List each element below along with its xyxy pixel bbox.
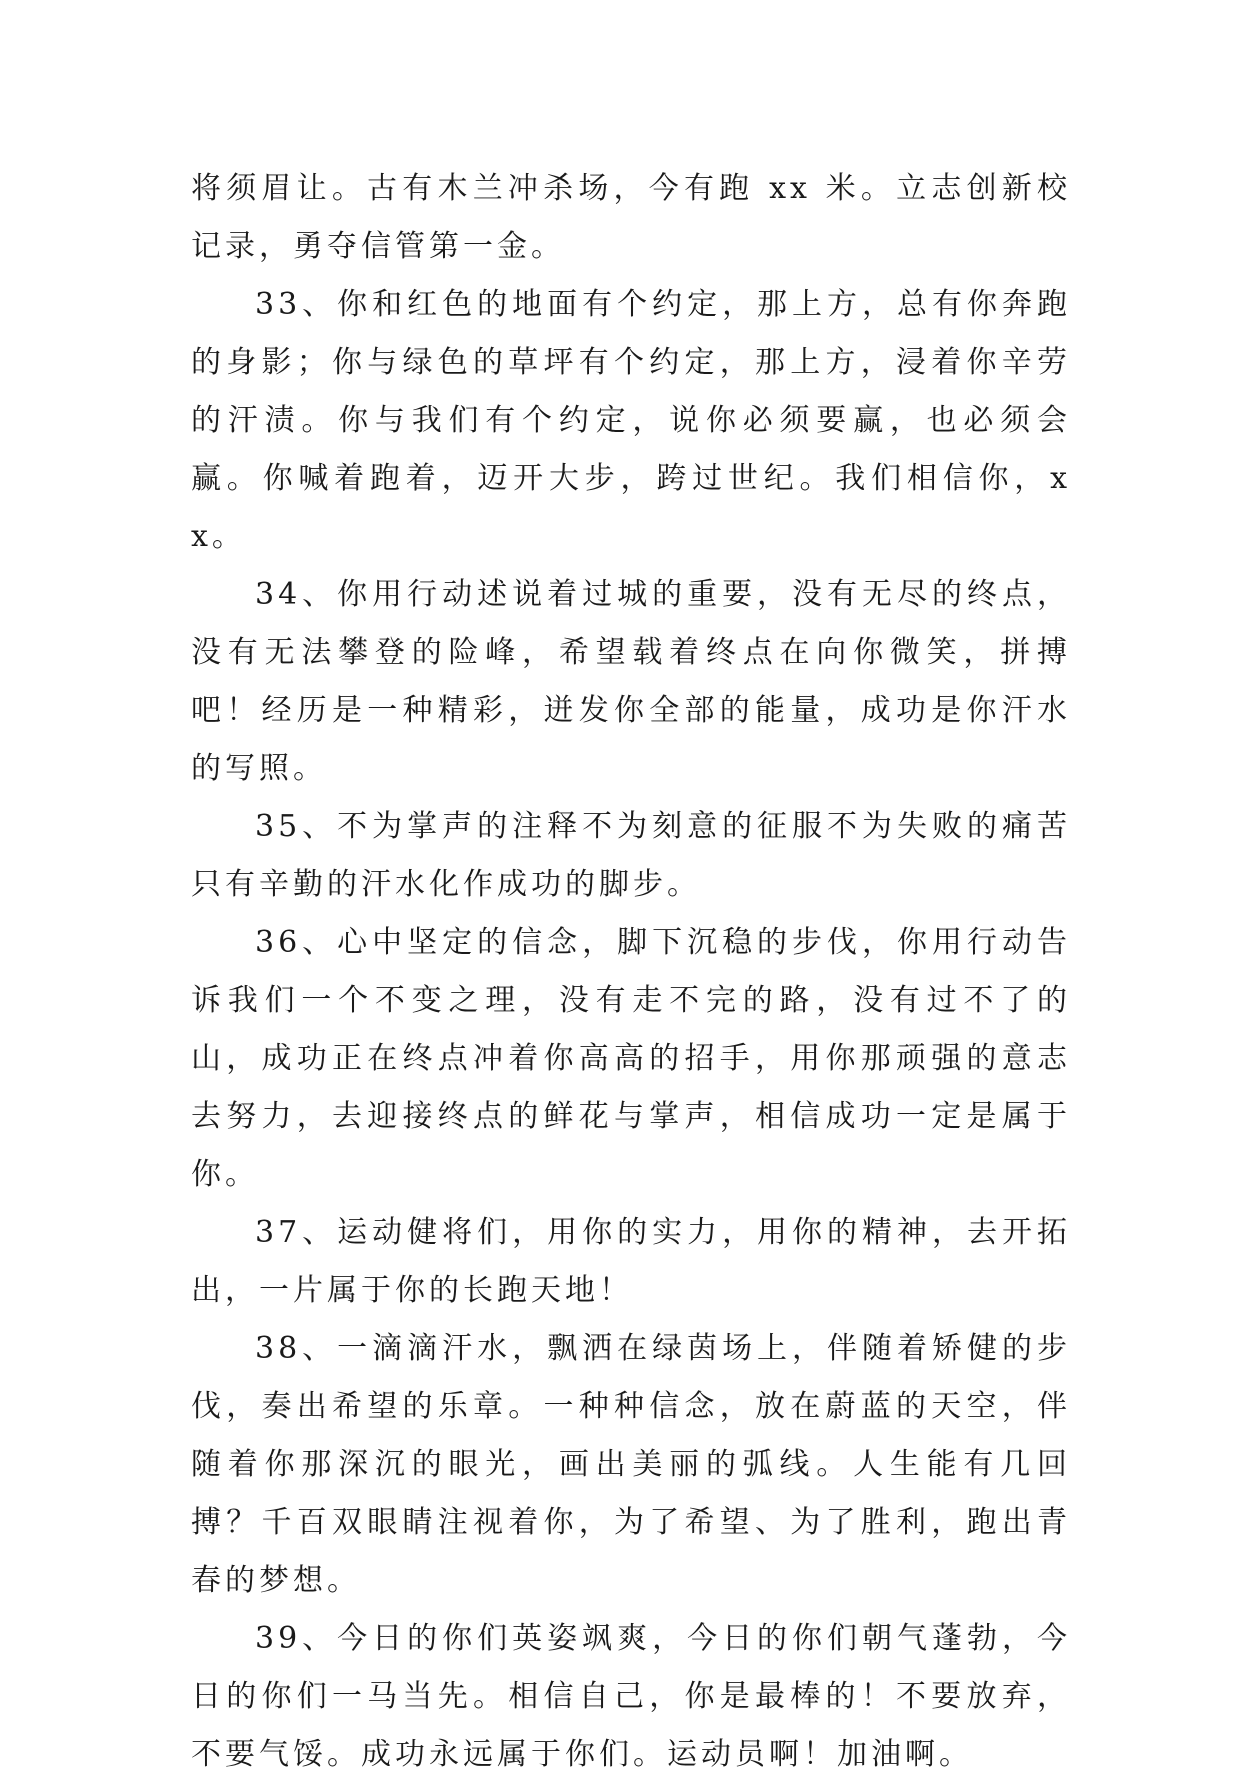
paragraph-36: 36、心中坚定的信念，脚下沉稳的步伐，你用行动告诉我们一个不变之理，没有走不完的路，没有过不了的山，成功正在终点冲着你高高的招手，用你那顽强的意志去努力，去迎接终点的鲜花与掌声，相信成功一定是属于你。 [191,925,1071,1192]
paragraph-continuation: 将须眉让。古有木兰冲杀场，今有跑 xx 米。立志创新校记录，勇夺信管第一金。 [191,171,1071,264]
paragraph-34: 34、你用行动述说着过城的重要，没有无尽的终点，没有无法攀登的险峰，希望载着终点在向你微笑，拼搏吧！经历是一种精彩，迸发你全部的能量，成功是你汗水的写照。 [191,577,1071,786]
paragraph-38: 38、一滴滴汗水，飘洒在绿茵场上，伴随着矫健的步伐，奏出希望的乐章。一种种信念，放在蔚蓝的天空，伴随着你那深沉的眼光，画出美丽的弧线。人生能有几回搏？千百双眼睛注视着你，为了希望、为了胜利，跑出青春的梦想。 [191,1331,1071,1598]
paragraph-39: 39、今日的你们英姿飒爽，今日的你们朝气蓬勃，今日的你们一马当先。相信自己，你是最棒的！不要放弃，不要气馁。成功永远属于你们。运动员啊！加油啊。 [191,1621,1071,1772]
paragraph-35: 35、不为掌声的注释不为刻意的征服不为失败的痛苦只有辛勤的汗水化作成功的脚步。 [191,809,1071,902]
paragraph-37: 37、运动健将们，用你的实力，用你的精神，去开拓出，一片属于你的长跑天地！ [191,1215,1071,1308]
document-body [191,160,1071,1784]
paragraph-33: 33、你和红色的地面有个约定，那上方，总有你奔跑的身影；你与绿色的草坪有个约定，那上方，浸着你辛劳的汗渍。你与我们有个约定，说你必须要赢，也必须会赢。你喊着跑着，迈开大步，跨过世纪。我们相信你，xx。 [191,287,1071,554]
